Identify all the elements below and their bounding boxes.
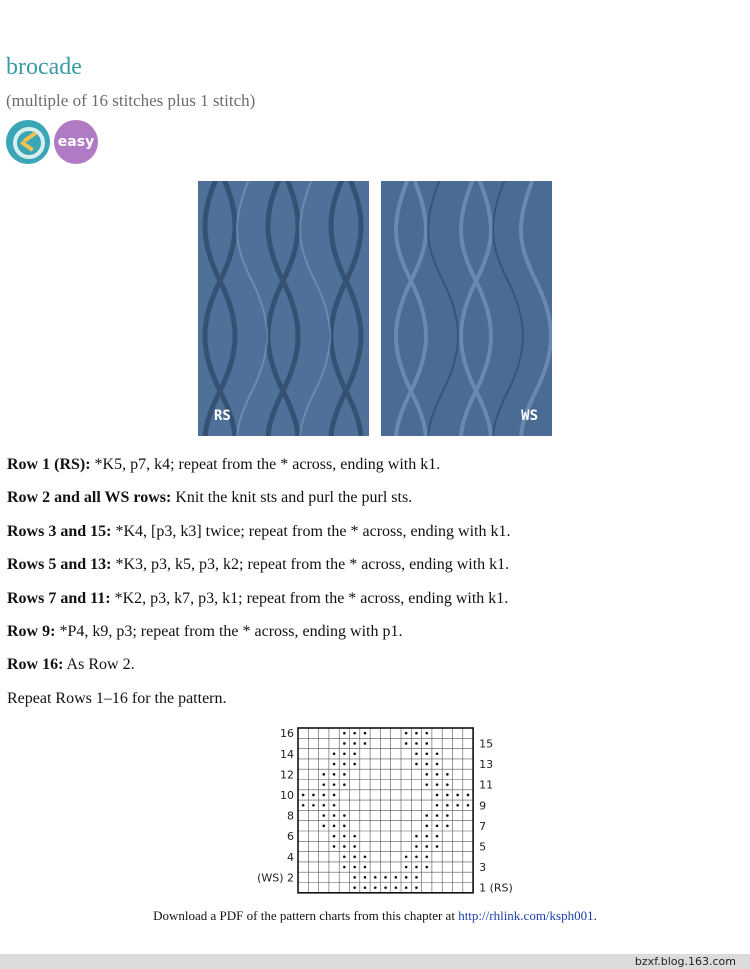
purl-stitch-dot [322, 804, 325, 807]
chart-row-label: 5 [479, 840, 487, 854]
purl-stitch-dot [364, 732, 367, 735]
pattern-title: brocade [6, 54, 82, 80]
footnote-text: Download a PDF of the pattern charts from this chapter at [153, 908, 459, 923]
chart-row-label: 10 [280, 788, 294, 802]
purl-stitch-dot [415, 866, 418, 869]
purl-stitch-dot [456, 804, 459, 807]
instruction-row-2 [7, 488, 412, 508]
instruction-text: *K2, p3, k7, p3, k1; repeat from the * across, ending with k1. [110, 590, 509, 607]
purl-stitch-dot [425, 732, 428, 735]
instruction-label: Row 2 and all WS rows: [7, 489, 172, 506]
footnote-suffix: . [593, 908, 597, 923]
purl-stitch-dot [333, 825, 336, 828]
purl-stitch-dot [333, 752, 336, 755]
chart-row-label: 8 [287, 809, 294, 823]
purl-stitch-dot [343, 825, 346, 828]
instruction-label: Row 1 (RS): [7, 456, 91, 473]
purl-stitch-dot [353, 886, 356, 889]
purl-stitch-dot [436, 825, 439, 828]
purl-stitch-dot [374, 886, 377, 889]
purl-stitch-dot [343, 814, 346, 817]
purl-stitch-dot [436, 845, 439, 848]
purl-stitch-dot [322, 794, 325, 797]
purl-stitch-dot [364, 866, 367, 869]
instruction-text: Knit the knit sts and purl the purl sts. [171, 489, 413, 506]
purl-stitch-dot [415, 732, 418, 735]
purl-stitch-dot [467, 804, 470, 807]
swatch-rs-texture [198, 181, 369, 436]
purl-stitch-dot [333, 835, 336, 838]
instruction-row-1 [7, 455, 440, 475]
purl-stitch-dot [436, 763, 439, 766]
instruction-label: Row 9: [7, 623, 56, 640]
purl-stitch-dot [415, 845, 418, 848]
purl-stitch-dot [405, 866, 408, 869]
purl-stitch-dot [353, 763, 356, 766]
purl-stitch-dot [467, 794, 470, 797]
instruction-row-9 [7, 622, 402, 642]
purl-stitch-dot [353, 855, 356, 858]
chart-row-label: 14 [280, 747, 294, 761]
purl-stitch-dot [364, 876, 367, 879]
purl-stitch-dot [436, 835, 439, 838]
purl-stitch-dot [343, 835, 346, 838]
purl-stitch-dot [405, 886, 408, 889]
purl-stitch-dot [436, 773, 439, 776]
purl-stitch-dot [395, 876, 398, 879]
skill-level-badge: easy [54, 120, 98, 164]
swatch-photo-rs [198, 181, 369, 436]
purl-stitch-dot [425, 814, 428, 817]
purl-stitch-dot [353, 835, 356, 838]
purl-stitch-dot [333, 794, 336, 797]
stitch-chart [240, 722, 520, 897]
instruction-text: *K4, [p3, k3] twice; repeat from the * across, ending with k1. [111, 523, 511, 540]
purl-stitch-dot [343, 855, 346, 858]
footer-credit: bzxf.blog.163.com [634, 955, 736, 968]
chart-row-label: 1 (RS) [479, 881, 513, 895]
purl-stitch-dot [436, 814, 439, 817]
chart-row-label: 11 [479, 778, 494, 792]
swatch-photo-ws [381, 181, 552, 436]
purl-stitch-dot [425, 752, 428, 755]
instruction-text: *P4, k9, p3; repeat from the * across, ending with p1. [55, 623, 403, 640]
purl-stitch-dot [415, 855, 418, 858]
chart-row-label: 7 [479, 819, 487, 833]
purl-stitch-dot [436, 804, 439, 807]
swatch-ws-label: WS [521, 408, 538, 424]
purl-stitch-dot [322, 783, 325, 786]
purl-stitch-dot [425, 742, 428, 745]
purl-stitch-dot [343, 752, 346, 755]
purl-stitch-dot [343, 773, 346, 776]
purl-stitch-dot [343, 732, 346, 735]
purl-stitch-dot [415, 835, 418, 838]
purl-stitch-dot [415, 742, 418, 745]
purl-stitch-dot [415, 886, 418, 889]
instruction-rows-3-15 [7, 522, 510, 542]
instruction-label: Rows 3 and 15: [7, 523, 112, 540]
purl-stitch-dot [312, 794, 315, 797]
purl-stitch-dot [364, 742, 367, 745]
swatch-rs-label: RS [214, 408, 231, 424]
pattern-subtitle: (multiple of 16 stitches plus 1 stitch) [6, 91, 256, 110]
instruction-text: As Row 2. [63, 656, 135, 673]
instruction-text: *K5, p7, k4; repeat from the * across, ending with k1. [90, 456, 441, 473]
purl-stitch-dot [333, 763, 336, 766]
purl-stitch-dot [333, 783, 336, 786]
purl-stitch-dot [312, 804, 315, 807]
purl-stitch-dot [333, 845, 336, 848]
purl-stitch-dot [343, 866, 346, 869]
chart-row-label: 12 [280, 768, 294, 782]
instruction-text: *K3, p3, k5, p3, k2; repeat from the * across, ending with k1. [111, 556, 510, 573]
purl-stitch-dot [436, 794, 439, 797]
purl-stitch-dot [364, 855, 367, 858]
purl-stitch-dot [302, 794, 305, 797]
knit-stitch-icon [6, 120, 50, 164]
chart-row-label: 16 [280, 727, 294, 741]
purl-stitch-dot [322, 825, 325, 828]
purl-stitch-dot [353, 866, 356, 869]
chart-row-label: 15 [479, 737, 494, 751]
purl-stitch-dot [302, 804, 305, 807]
purl-stitch-dot [425, 866, 428, 869]
chart-row-label: (WS) 2 [257, 871, 294, 885]
purl-stitch-dot [456, 794, 459, 797]
purl-stitch-dot [395, 886, 398, 889]
purl-stitch-dot [322, 814, 325, 817]
purl-stitch-dot [384, 876, 387, 879]
purl-stitch-dot [446, 794, 449, 797]
purl-stitch-dot [446, 814, 449, 817]
purl-stitch-dot [364, 886, 367, 889]
purl-stitch-dot [405, 732, 408, 735]
purl-stitch-dot [425, 825, 428, 828]
purl-stitch-dot [436, 783, 439, 786]
purl-stitch-dot [343, 783, 346, 786]
purl-stitch-dot [343, 845, 346, 848]
purl-stitch-dot [333, 804, 336, 807]
purl-stitch-dot [415, 763, 418, 766]
instruction-row-16 [7, 655, 135, 675]
chart-row-label: 4 [287, 850, 294, 864]
purl-stitch-dot [353, 876, 356, 879]
chart-pdf-link[interactable]: http://rhlink.com/ksph001 [458, 908, 594, 923]
purl-stitch-dot [374, 876, 377, 879]
purl-stitch-dot [384, 886, 387, 889]
chart-row-label: 13 [479, 758, 494, 772]
instruction-label: Rows 7 and 11: [7, 590, 111, 607]
purl-stitch-dot [425, 845, 428, 848]
purl-stitch-dot [353, 732, 356, 735]
chart-row-label: 6 [287, 830, 294, 844]
chart-row-label: 3 [479, 861, 487, 875]
purl-stitch-dot [353, 752, 356, 755]
purl-stitch-dot [446, 825, 449, 828]
purl-stitch-dot [425, 783, 428, 786]
instruction-label: Rows 5 and 13: [7, 556, 112, 573]
purl-stitch-dot [405, 876, 408, 879]
purl-stitch-dot [415, 752, 418, 755]
purl-stitch-dot [322, 773, 325, 776]
purl-stitch-dot [353, 845, 356, 848]
purl-stitch-dot [353, 742, 356, 745]
purl-stitch-dot [405, 855, 408, 858]
instruction-rows-5-13 [7, 555, 509, 575]
purl-stitch-dot [425, 855, 428, 858]
purl-stitch-dot [343, 742, 346, 745]
footer-bar [0, 954, 750, 969]
chart-row-label: 9 [479, 799, 487, 813]
repeat-instruction: Repeat Rows 1–16 for the pattern. [7, 690, 227, 707]
swatch-ws-texture [381, 181, 552, 436]
purl-stitch-dot [425, 773, 428, 776]
purl-stitch-dot [436, 752, 439, 755]
purl-stitch-dot [446, 773, 449, 776]
purl-stitch-dot [333, 773, 336, 776]
purl-stitch-dot [425, 763, 428, 766]
purl-stitch-dot [446, 804, 449, 807]
purl-stitch-dot [446, 783, 449, 786]
purl-stitch-dot [425, 835, 428, 838]
purl-stitch-dot [343, 763, 346, 766]
purl-stitch-dot [333, 814, 336, 817]
footnote [0, 908, 750, 924]
instruction-label: Row 16: [7, 656, 64, 673]
purl-stitch-dot [415, 876, 418, 879]
purl-stitch-dot [405, 742, 408, 745]
instruction-rows-7-11 [7, 589, 508, 609]
